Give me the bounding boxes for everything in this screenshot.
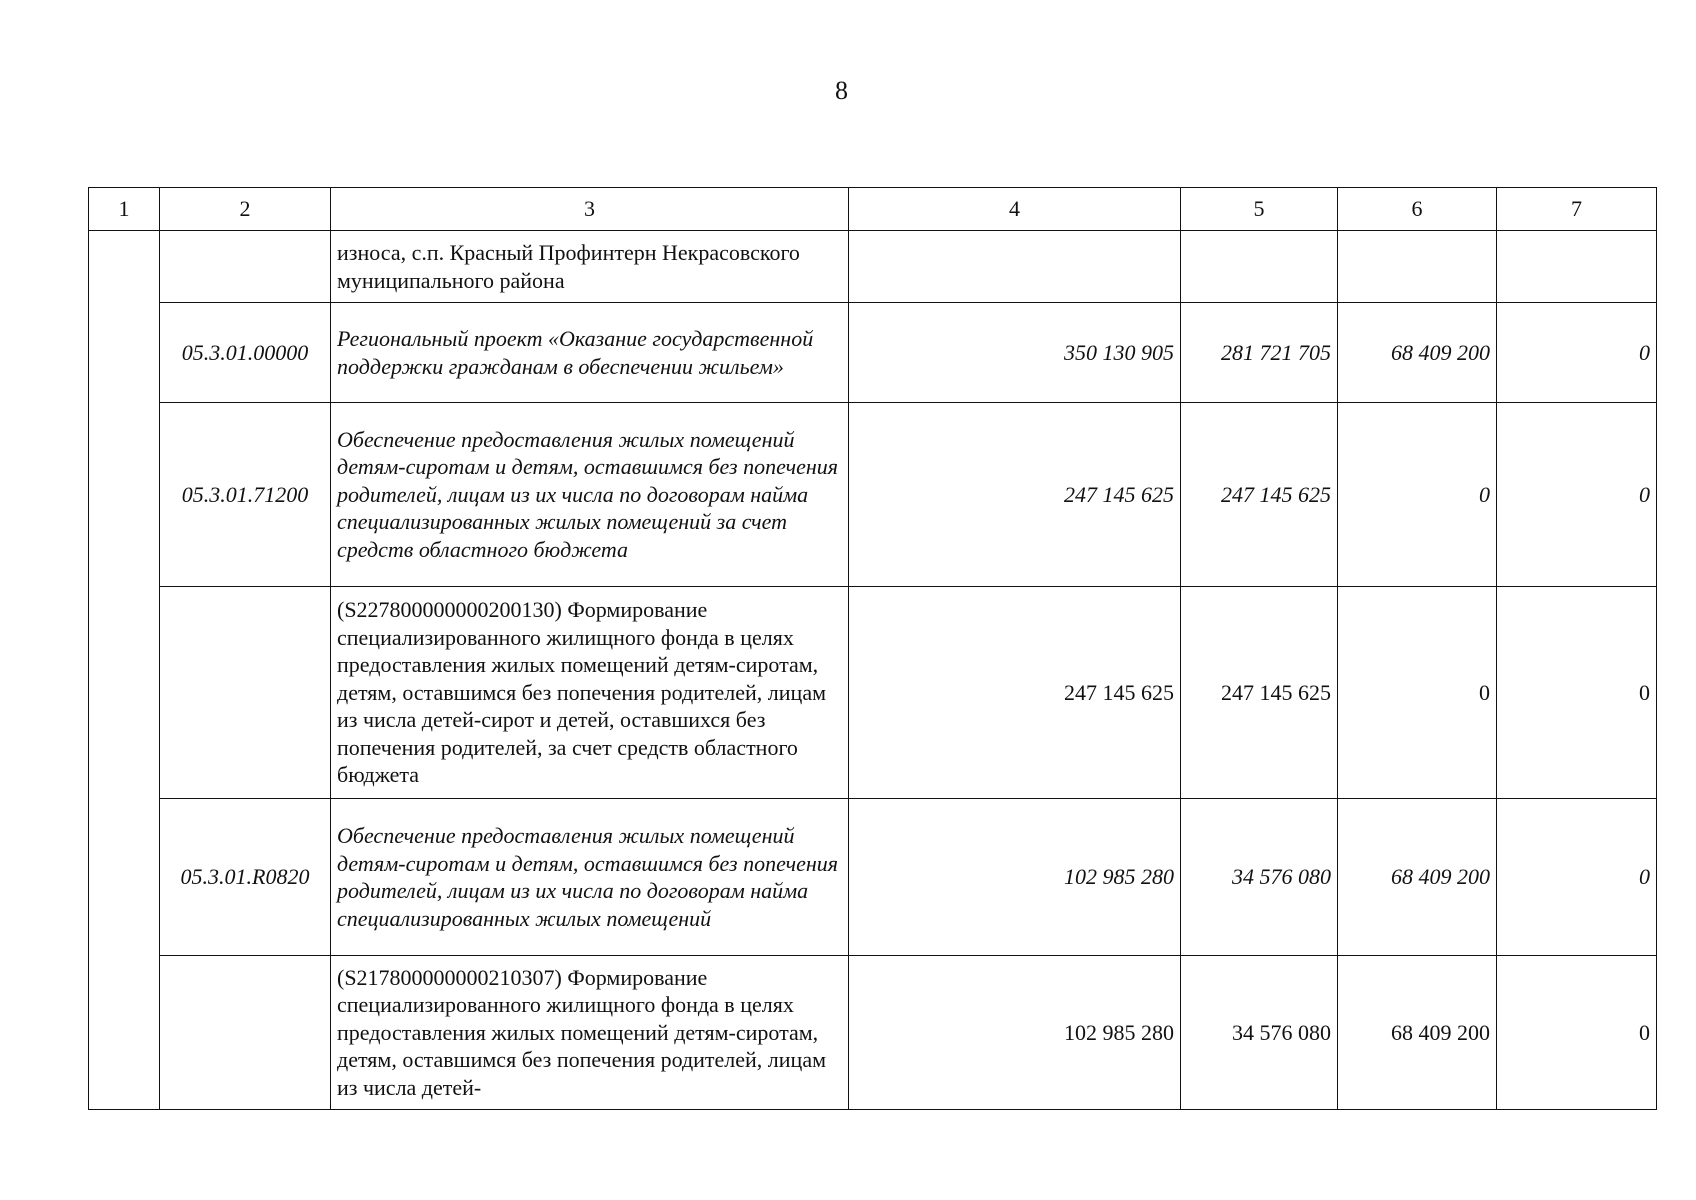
code-cell: 05.3.01.00000 <box>160 303 331 403</box>
value-col4 <box>849 231 1181 303</box>
value-col7: 0 <box>1497 587 1657 799</box>
code-cell: 05.3.01.71200 <box>160 403 331 587</box>
value-col6 <box>1338 231 1497 303</box>
table-row <box>89 799 1657 956</box>
value-col6: 0 <box>1338 403 1497 587</box>
value-col5 <box>1181 231 1338 303</box>
value-col5: 247 145 625 <box>1181 403 1338 587</box>
value-col6: 0 <box>1338 587 1497 799</box>
value-col5: 281 721 705 <box>1181 303 1338 403</box>
table-row <box>89 303 1657 403</box>
description-cell: (S217800000000210307) Формирование специализированного жилищного фонда в целях предоставления жилых помещений детям-сиротам, детям, оставшимся без попечения родителей, лицам из числа детей- <box>331 956 849 1110</box>
column-header: 2 <box>160 188 331 231</box>
page-number: 8 <box>835 76 848 105</box>
code-cell <box>160 956 331 1110</box>
code-cell <box>160 231 331 303</box>
value-col7: 0 <box>1497 956 1657 1110</box>
value-col6: 68 409 200 <box>1338 303 1497 403</box>
code-cell: 05.3.01.R0820 <box>160 799 331 956</box>
value-col7: 0 <box>1497 403 1657 587</box>
value-col5: 247 145 625 <box>1181 587 1338 799</box>
value-col7: 0 <box>1497 303 1657 403</box>
column-header: 5 <box>1181 188 1338 231</box>
column-header: 4 <box>849 188 1181 231</box>
description-cell: Региональный проект «Оказание государственной поддержки гражданам в обеспечении жильем» <box>331 303 849 403</box>
value-col4: 102 985 280 <box>849 799 1181 956</box>
description-cell: Обеспечение предоставления жилых помещений детям-сиротам и детям, оставшимся без попечения родителей, лицам из их числа по договорам найма специализированных жилых помещений за счет средств областного бюджета <box>331 403 849 587</box>
column-header: 1 <box>89 188 160 231</box>
value-col7: 0 <box>1497 799 1657 956</box>
column-header: 7 <box>1497 188 1657 231</box>
table-row <box>89 587 1657 799</box>
value-col5: 34 576 080 <box>1181 799 1338 956</box>
description-cell: Обеспечение предоставления жилых помещений детям-сиротам и детям, оставшимся без попечения родителей, лицам из их числа по договорам найма специализированных жилых помещений <box>331 799 849 956</box>
table-header-row <box>89 188 1657 231</box>
value-col4: 350 130 905 <box>849 303 1181 403</box>
description-cell: износа, с.п. Красный Профинтерн Некрасовского муниципального района <box>331 231 849 303</box>
table-row <box>89 231 1657 303</box>
row-number-cell <box>89 231 160 1110</box>
column-header: 3 <box>331 188 849 231</box>
value-col4: 247 145 625 <box>849 587 1181 799</box>
column-header: 6 <box>1338 188 1497 231</box>
value-col6: 68 409 200 <box>1338 956 1497 1110</box>
code-cell <box>160 587 331 799</box>
value-col7 <box>1497 231 1657 303</box>
table-row <box>89 403 1657 587</box>
budget-table <box>88 187 1657 1110</box>
table-row <box>89 956 1657 1110</box>
value-col6: 68 409 200 <box>1338 799 1497 956</box>
description-cell: (S227800000000200130) Формирование специализированного жилищного фонда в целях предоставления жилых помещений детям-сиротам, детям, оставшимся без попечения родителей, лицам из числа детей-сирот и детей, оставшихся без попечения родителей, за счет средств областного бюджета <box>331 587 849 799</box>
value-col5: 34 576 080 <box>1181 956 1338 1110</box>
value-col4: 102 985 280 <box>849 956 1181 1110</box>
value-col4: 247 145 625 <box>849 403 1181 587</box>
